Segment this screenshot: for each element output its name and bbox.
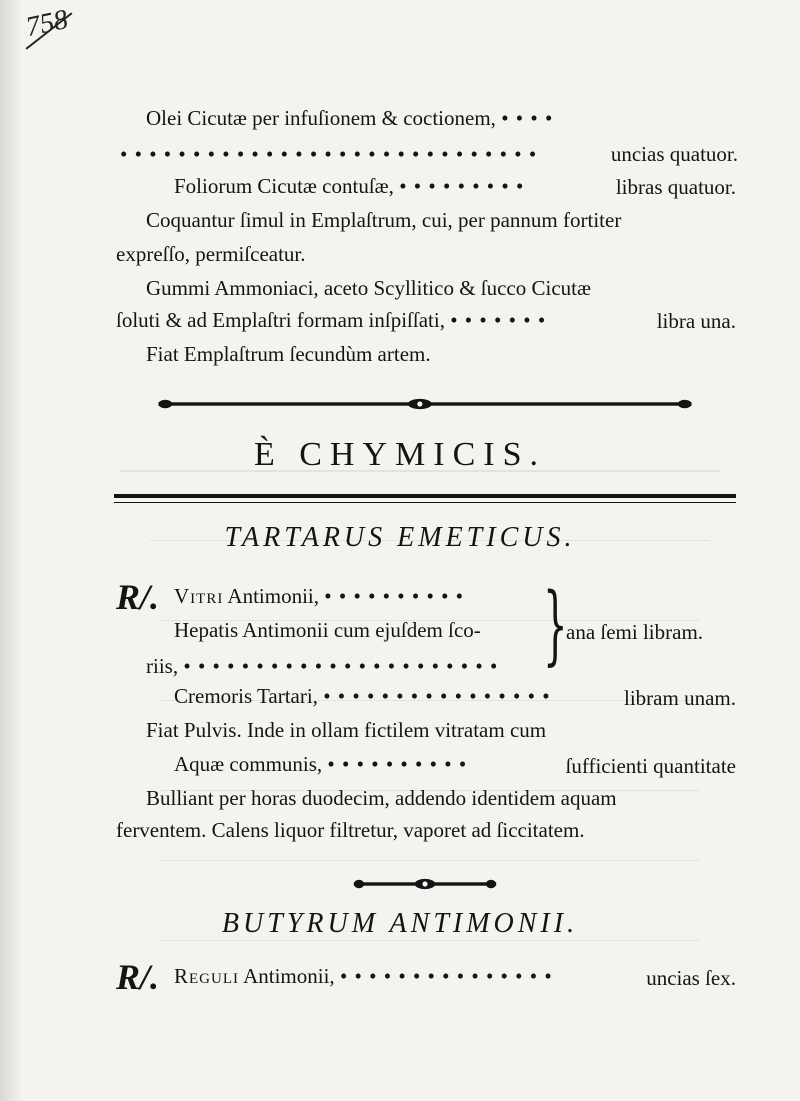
ingredient-text: Foliorum Cicutæ contuſæ,	[174, 174, 394, 198]
ana-quantity: ana ſemi libram.	[566, 620, 704, 644]
section-title: È CHYMICIS.	[253, 436, 547, 473]
butyrum-line-1	[174, 966, 553, 987]
ingredient-text: Cremoris Tartari,	[174, 684, 318, 708]
tartarus-line-1	[174, 586, 464, 607]
leader-dots: • • • • • • • • • •	[324, 584, 465, 608]
leader-dots: • • • •	[501, 106, 554, 130]
recipe-line-5: expreſſo, permiſceatur.	[116, 242, 306, 266]
quantity-text: libra una.	[656, 309, 736, 333]
recipe-symbol: R/.	[116, 957, 160, 997]
quantity-text: ſufficienti quantitate	[565, 754, 736, 778]
ingredient-text: Antimonii,	[227, 584, 320, 608]
ingredient-text: Olei Cicutæ per infuſionem & coctionem,	[146, 106, 496, 130]
brace-symbol: }	[543, 575, 568, 675]
leader-dots: • • • • • • • • • • • • • • • •	[323, 684, 551, 708]
tartarus-line-6	[174, 754, 467, 775]
recipe-line-7	[116, 310, 546, 331]
quantity-text: uncias ſex.	[646, 966, 736, 990]
ingredient-smallcaps: Reguli	[174, 964, 239, 988]
recipe-line-6: Gummi Ammoniaci, aceto Scyllitico & ſucco Cicutæ	[146, 276, 592, 300]
quantity-text: uncias quatuor.	[610, 142, 738, 166]
recipe-heading-tartarus: TARTARUS EMETICUS.	[224, 522, 576, 553]
leader-dots: • • • • • • • • •	[399, 174, 525, 198]
recipe-line-8: Fiat Emplaſtrum ſecundùm artem.	[146, 342, 431, 366]
recipe-line-2	[120, 144, 537, 165]
tartarus-line-4	[174, 686, 551, 707]
leader-dots: • • • • • • • • • •	[327, 752, 468, 776]
tartarus-line-8: ferventem. Calens liquor filtretur, vaporet ad ſiccitatem.	[116, 818, 585, 842]
section-rule-thin	[114, 502, 736, 503]
ornamental-rule	[114, 398, 736, 410]
section-rule-thick	[114, 494, 736, 498]
quantity-text: libram unam.	[624, 686, 736, 710]
page-number: 758	[23, 3, 71, 44]
ingredient-text: Antimonii,	[243, 964, 335, 988]
leader-dots: • • • • • • •	[450, 308, 547, 332]
leader-dots: • • • • • • • • • • • • • • • • • • • • • •	[183, 654, 499, 678]
recipe-line-1	[146, 108, 553, 129]
tartarus-line-3	[146, 656, 498, 677]
ingredient-smallcaps: Vitri	[174, 584, 224, 608]
ingredient-text: ſoluti & ad Emplaſtri formam inſpiſſati,	[116, 308, 445, 332]
recipe-heading-butyrum: BUTYRUM ANTIMONII.	[221, 908, 579, 939]
ingredient-text: Aquæ communis,	[174, 752, 323, 776]
ornamental-rule-short	[342, 878, 508, 890]
leader-dots: • • • • • • • • • • • • • • • • • • • • • • • • • • • • •	[120, 142, 538, 166]
recipe-line-3	[174, 176, 524, 197]
tartarus-line-2: Hepatis Antimonii cum ejuſdem ſco-	[174, 618, 481, 642]
recipe-symbol: R/.	[116, 577, 160, 617]
ingredient-text: riis,	[146, 654, 179, 678]
tartarus-line-7: Bulliant per horas duodecim, addendo identidem aquam	[146, 786, 617, 810]
recipe-line-4: Coquantur ſimul in Emplaſtrum, cui, per pannum fortiter	[146, 208, 622, 232]
quantity-text: libras quatuor.	[615, 175, 736, 199]
tartarus-line-5: Fiat Pulvis. Inde in ollam fictilem vitratam cum	[146, 718, 547, 742]
leader-dots: • • • • • • • • • • • • • • •	[339, 964, 553, 988]
